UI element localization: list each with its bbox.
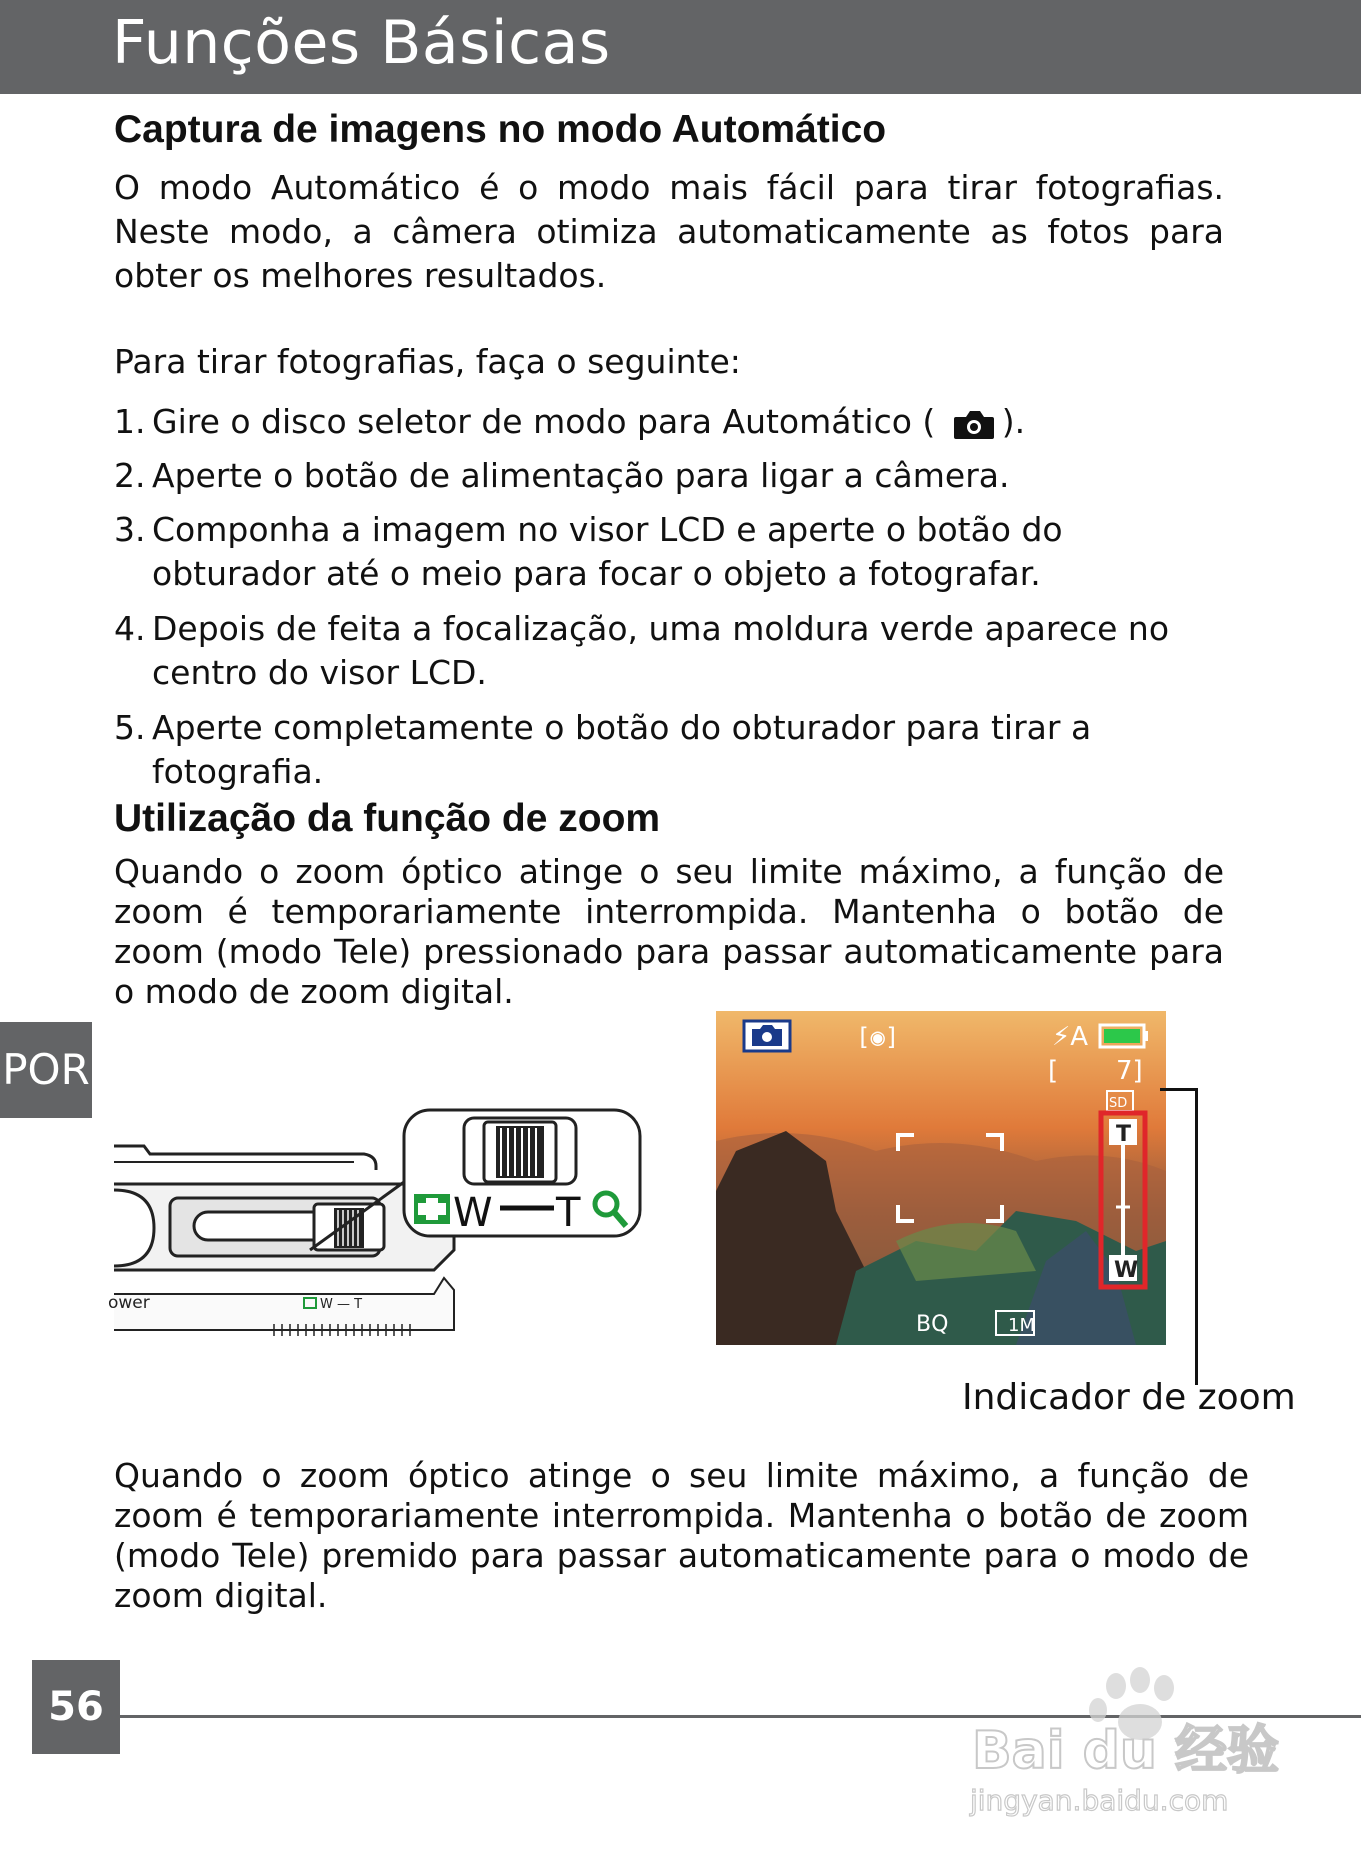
zoom-indicator-pointer-horizontal bbox=[1160, 1088, 1198, 1091]
zoom-paragraph-1: Quando o zoom óptico atinge o seu limite máximo, a função de zoom é temporariamente interrompida. Mantenha o botão de zoom (modo Tele) pressionado para passar automaticamente para o modo de zoom digital. bbox=[114, 852, 1224, 1011]
flash-icon: ⚡A bbox=[1052, 1022, 1089, 1052]
zoom-bar-wide: W bbox=[1114, 1258, 1139, 1283]
page-number: 56 bbox=[32, 1660, 120, 1754]
power-label-fragment: ower bbox=[108, 1293, 150, 1313]
step-text-end: ). bbox=[1001, 402, 1026, 441]
watermark-brand: Bai du 经验 bbox=[972, 1721, 1279, 1781]
step-number: 2. bbox=[114, 456, 146, 495]
section-heading-auto-mode: Captura de imagens no modo Automático bbox=[114, 108, 887, 151]
language-tab: POR bbox=[0, 1022, 92, 1118]
page-title: Funções Básicas bbox=[112, 8, 611, 78]
section-heading-zoom: Utilização da função de zoom bbox=[114, 797, 661, 840]
zoom-paragraph-2: Quando o zoom óptico atinge o seu limite máximo, a função de zoom é temporariamente interrompida. Mantenha o botão de zoom (modo Tele) premido para passar automaticamente para o modo de zoom digital. bbox=[114, 1456, 1249, 1615]
step-number: 4. bbox=[114, 609, 146, 648]
shots-bracket: [ bbox=[1048, 1056, 1059, 1086]
steps-lead: Para tirar fotografias, faça o seguinte: bbox=[114, 342, 741, 381]
step-text: Aperte completamente o botão do obturador para tirar a fotografia. bbox=[152, 708, 1092, 791]
step-number: 5. bbox=[114, 708, 146, 747]
step-2 bbox=[114, 454, 1224, 498]
camera-icon bbox=[952, 407, 996, 441]
baidu-watermark bbox=[968, 1664, 1288, 1824]
step-4 bbox=[114, 607, 1224, 695]
image-size-icon: 1M bbox=[1008, 1315, 1035, 1336]
lcd-preview bbox=[716, 1011, 1166, 1345]
zoom-bar-tele: T bbox=[1116, 1122, 1132, 1147]
auto-mode-intro: O modo Automático é o modo mais fácil para tirar fotografias. Neste modo, a câmera otimiza automaticamente as fotos para obter os melhores resultados. bbox=[114, 168, 1224, 295]
step-number: 1. bbox=[114, 402, 146, 441]
sd-card-icon: SD bbox=[1109, 1096, 1128, 1111]
quality-icon: BQ bbox=[916, 1312, 949, 1337]
step-1 bbox=[114, 400, 1224, 444]
step-3 bbox=[114, 508, 1224, 596]
metering-icon: [◉] bbox=[856, 1023, 900, 1051]
shots-remaining: 7] bbox=[1116, 1056, 1143, 1086]
step-text: Componha a imagem no visor LCD e aperte o botão do obturador até o meio para focar o objeto a fotografar. bbox=[152, 510, 1063, 593]
step-5 bbox=[114, 706, 1224, 794]
camera-zoom-button-diagram bbox=[108, 1100, 654, 1360]
zoom-indicator-pointer-vertical bbox=[1195, 1088, 1198, 1385]
zoom-indicator-label: Indicador de zoom bbox=[962, 1377, 1296, 1418]
step-text: Depois de feita a focalização, uma moldura verde aparece no centro do visor LCD. bbox=[152, 609, 1170, 692]
watermark-url: jingyan.baidu.com bbox=[970, 1784, 1229, 1817]
small-zoom-label: W — T bbox=[320, 1297, 363, 1312]
zoom-tele-label: T bbox=[556, 1190, 581, 1236]
step-text: Gire o disco seletor de modo para Automático ( bbox=[152, 402, 936, 441]
step-text: Aperte o botão de alimentação para ligar a câmera. bbox=[152, 456, 1010, 495]
zoom-wide-label: W bbox=[453, 1190, 493, 1236]
step-number: 3. bbox=[114, 510, 146, 549]
